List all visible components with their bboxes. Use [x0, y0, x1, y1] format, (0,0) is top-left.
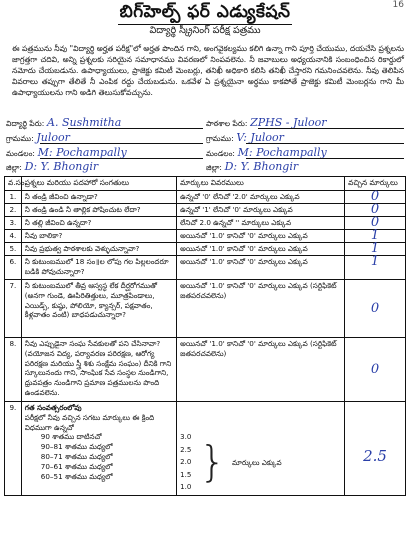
row9-band: 90 శాతము దాటినచో	[40, 432, 102, 442]
mandal2-label: మండలం:	[206, 149, 235, 158]
row-mark: 1	[345, 243, 406, 256]
row-mark: 0	[345, 338, 406, 402]
scale-value: 1.0	[180, 483, 192, 492]
row-details: లేనిచో 2.0 ఉన్నచో '' మార్కులు ఎక్కువ	[177, 217, 345, 230]
mandal-label: మండలం:	[6, 149, 35, 158]
mandal-value: M: Pochampally	[37, 146, 127, 159]
document-subtitle: విద్యార్థి స్క్రీనింగ్ పరీక్ష పత్రము	[149, 25, 261, 36]
row9-band: 60–51 శాతము మధ్యలో	[40, 471, 113, 481]
district-row	[6, 160, 202, 174]
mandal2-line	[246, 158, 404, 159]
header-marks: వచ్చిన మార్కులు	[345, 177, 406, 191]
header-serial: వ.సం.	[5, 177, 22, 191]
row-details: అయినచో '1.0' కానిచో '0' మార్కులు ఎక్కువ	[177, 256, 345, 280]
mandal-line	[40, 158, 203, 159]
scale-value: 2.5	[180, 445, 192, 454]
school-name-line	[258, 128, 404, 129]
row-details: అయినచో '1.0' కానిచో '0' మార్కులు ఎక్కువ	[177, 230, 345, 243]
row9-scale	[180, 431, 191, 494]
row-mark: 0	[345, 204, 406, 217]
student-name-label: విద్యార్థి పేరు:	[6, 119, 45, 128]
row-mark: 0	[345, 280, 406, 338]
village-line	[40, 143, 203, 144]
table-row	[5, 338, 406, 402]
row9-band: 90–81 శాతము మధ్యలో	[40, 442, 113, 452]
row-number: 8.	[5, 338, 22, 402]
row-details: ఉన్నచో '0' లేనిచో '2.0' మార్కులు ఎక్కువ	[177, 191, 345, 204]
row-details: అయినచో '1.0' కానిచో '0' మార్కులు ఎక్కువ (సర్టిఫికెట్ జతపరచవలెను)	[177, 338, 345, 402]
table-row	[5, 280, 406, 338]
row-number: 1.	[5, 191, 22, 204]
page-number: 16	[392, 0, 404, 10]
district-label: జిల్లా:	[6, 163, 22, 172]
document-title: బిగ్‌హెల్ప్ ఫర్ ఎడ్యుకేషన్	[119, 2, 291, 22]
row-question: నీ తండ్రి జీవించి ఉన్నాడా?	[21, 191, 176, 204]
table-row	[5, 217, 406, 230]
row-details: అయినచో '1.0' కానిచో '0' మార్కులు ఎక్కువ (సర్టిఫికెట్ జతపరచవలెను)	[177, 280, 345, 338]
instructions-paragraph: ఈ పత్రమును నీవు "విద్యార్థి అర్హత పరీక్ష"లో అర్హత పొందిన గాని, అంగవైకల్యము కలిగి ఉన్నా గాని పూర్తి చేయుము, దయచేసి ప్రశ్నలను జాగ్రత్తగా చదివి, అన్ని ప్రశ్నలకు సరియైన సమాధానము వివరణలో నింపవలెను. నీ జవాబులు అధ్యయనానికి సంబంధించిన రికార్డులో నమోదు చేయబడును. ఉపాధ్యాయులు, ప్రాజెక్టు కమిటీ మెంబర్లు, తనిఖీ అధికారి కలిసి తనిఖీ చేస్తారని గమనించవలెను. నీవు తెలిపిన వివరాలు తప్పుగా తేలితే నీ ఎంపిక రద్దు చేయబడును. ఒకవేళ ఏ ప్రశ్నయైనా అర్థము కాకపోతే ప్రాజెక్టు కమిటీ మెంబర్లను గాని మీ ఉపాధ్యాయులను గాని అడిగి తెలుసుకోవచ్చును.	[12, 44, 405, 98]
row-question: నీ కుటుంబములో తీవ్ర ఆస్వస్థ లేక దీర్ఘరోగముతో (అనగా గుండె, ఊపిరితిత్తులు, మూత్రపిండాలు, ఎయిడ్స్, కుష్ఠు, పోలియో, క్యాన్సర్, పక్షవాతం, కీళ్లవాతం వంటి) బాధపడుచున్నారా?	[21, 280, 176, 338]
row-mark: 0	[345, 191, 406, 204]
district2-row	[206, 160, 406, 174]
marks-table	[4, 176, 406, 496]
row9-desc: మార్కులు ఎక్కువ	[232, 457, 282, 467]
district-value: D: Y. Bhongir	[24, 160, 99, 173]
row9-band: 70–61 శాతము మధ్యలో	[40, 461, 113, 471]
table-row	[5, 191, 406, 204]
scale-value: 3.0	[180, 433, 192, 441]
village2-line	[246, 143, 404, 144]
row9-scale-group	[180, 431, 341, 494]
row-question: నీ కుటుంబములో 18 సం॥ల లోపు గల పిల్లలందరూ బడికి పోవుచున్నారా?	[21, 256, 176, 280]
table-row	[5, 230, 406, 243]
row-number: 7.	[5, 280, 22, 338]
table-row	[5, 256, 406, 280]
header-question: ప్రశ్నలు మరియు పదహారో సంగతులు	[21, 177, 176, 191]
row-question: నీవు ఎప్పుడైనా సంఘ సేవకులతో పని చేసినావా? (వయోజన విద్య, పర్యావరణ పరిరక్షణ, ఆరోగ్య పరిరక్షణ మరియు స్త్రీ శిశు సంక్షేమ సంఘం) దీనికి గాని స్కూలునందు గాని, సాంఘిక సేవ సంస్థల నుండిగాని, ధ్రువపత్రం నుండిగాని ప్రమాణ పత్రములను పొంది ఉండవలెను.	[21, 338, 176, 402]
row-number: 3.	[5, 217, 22, 230]
row-number: 2.	[5, 204, 22, 217]
school-name-label: పాఠశాల పేరు:	[206, 119, 248, 128]
row-question	[21, 402, 176, 496]
row-question: నీవు బాలికా?	[21, 230, 176, 243]
village-label: గ్రామము:	[6, 134, 34, 143]
row-mark: 0	[345, 217, 406, 230]
scale-value: 1.5	[180, 470, 192, 479]
row9-band: 80–71 శాతము మధ్యలో	[40, 451, 113, 461]
row-question: నీ తండ్రి ఉండి నీ తాల్లిక పోషించుట లేదా?	[21, 204, 176, 217]
student-name-line	[68, 128, 203, 129]
district2-label: జిల్లా:	[206, 163, 222, 172]
row-number: 4.	[5, 230, 22, 243]
school-name-value: ZPHS - Juloor	[250, 116, 327, 129]
row-mark: 1	[345, 230, 406, 243]
student-name-value: A. Sushmitha	[47, 116, 122, 129]
table-row	[5, 204, 406, 217]
row-details	[177, 402, 345, 496]
row-number: 9.	[5, 402, 22, 496]
table-row	[5, 243, 406, 256]
curly-brace-icon: }	[199, 437, 227, 487]
village-value: Juloor	[36, 131, 70, 144]
mandal2-value: M: Pochampally	[237, 146, 327, 159]
row-details: ఉన్నచో '1' లేనిచో '0' మార్కులు ఎక్కువ	[177, 204, 345, 217]
header-details: మార్కులు వివరములు	[177, 177, 345, 191]
table-row	[5, 402, 406, 496]
row-number: 5.	[5, 243, 22, 256]
district2-value: D: Y. Bhongir	[224, 160, 299, 173]
row9-title: గత సంవత్సరంలోవు	[24, 403, 82, 412]
row9-text: పరీక్షలో నీవు వచ్చిన సగటు మార్కులు ఈ క్రింది విధముగా ఉన్నచో	[24, 412, 155, 432]
row-question: నీవు ప్రభుత్వ పాఠశాలకు వెళ్ళుచున్నావా?	[21, 243, 176, 256]
row-mark: 2.5	[345, 402, 406, 496]
row-question: నీ తల్లి జీవించి ఉన్నదా?	[21, 217, 176, 230]
table-header-row	[5, 177, 406, 191]
row-details: అయినచో '1.0' కానిచో '0' మార్కులు ఎక్కువ	[177, 243, 345, 256]
village2-value: V: Juloor	[236, 131, 284, 144]
row-number: 6.	[5, 256, 22, 280]
village2-label: గ్రామము:	[206, 134, 234, 143]
row-mark: 1	[345, 256, 406, 280]
scale-value: 2.0	[180, 458, 192, 467]
